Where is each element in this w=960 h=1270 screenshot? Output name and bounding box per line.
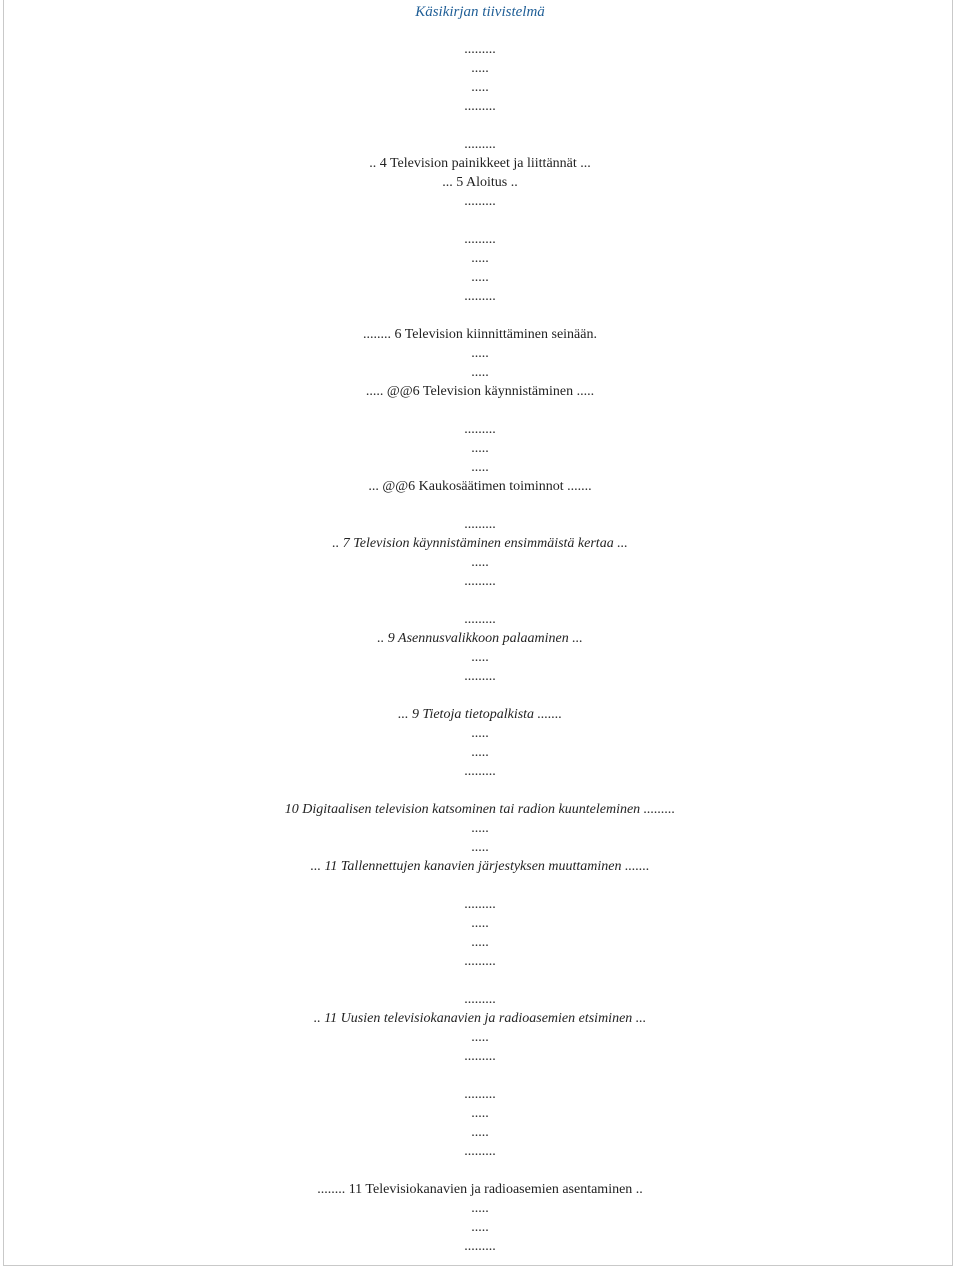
document-title: Käsikirjan tiivistelmä (415, 4, 545, 20)
toc-line[interactable]: .. 11 Uusien televisiokanavien ja radioasemien etsiminen ... (313, 1011, 647, 1026)
toc-line[interactable]: ......... (464, 1049, 496, 1064)
toc-line[interactable]: ..... (471, 441, 489, 456)
toc-line[interactable]: ......... (464, 137, 496, 152)
toc-line[interactable]: .. 7 Television käynnistäminen ensimmäistä kertaa ... (332, 536, 628, 551)
toc-line[interactable]: 10 Digitaalisen television katsominen tai radion kuunteleminen ......... (284, 802, 676, 817)
toc-line[interactable]: ..... (471, 251, 489, 266)
toc-line[interactable]: ..... (471, 726, 489, 741)
toc-line[interactable]: .. 4 Television painikkeet ja liittännät ... (369, 156, 591, 171)
toc-line[interactable]: ..... (471, 840, 489, 855)
toc-line[interactable]: ......... (464, 992, 496, 1007)
toc-line[interactable]: ......... (464, 954, 496, 969)
toc-line[interactable]: ......... (464, 1239, 496, 1254)
toc-line[interactable]: ..... (471, 1030, 489, 1045)
toc-line[interactable]: ......... (464, 612, 496, 627)
toc-line[interactable]: ........ 6 Television kiinnittäminen seinään. (362, 327, 597, 342)
toc-line[interactable]: ......... (464, 764, 496, 779)
toc-line[interactable]: ......... (464, 574, 496, 589)
toc-line[interactable]: ......... (464, 42, 496, 57)
toc-spacer (0, 1161, 960, 1180)
toc-line[interactable]: ......... (464, 897, 496, 912)
toc-line[interactable]: ..... (471, 365, 489, 380)
toc-line[interactable]: ... 9 Tietoja tietopalkista ....... (397, 707, 563, 722)
table-of-contents (0, 40, 960, 1256)
toc-line[interactable]: ... @@6 Kaukosäätimen toiminnot ....... (368, 479, 592, 494)
toc-spacer (0, 401, 960, 420)
toc-spacer (0, 971, 960, 990)
toc-spacer (0, 591, 960, 610)
toc-line[interactable]: ......... (464, 669, 496, 684)
toc-spacer (0, 306, 960, 325)
toc-line[interactable]: ......... (464, 1087, 496, 1102)
toc-line[interactable]: ... 11 Tallennettujen kanavien järjestyksen muuttaminen ....... (310, 859, 650, 874)
toc-line[interactable]: ......... (464, 194, 496, 209)
toc-line[interactable]: ..... (471, 555, 489, 570)
toc-spacer (0, 876, 960, 895)
toc-line[interactable]: ..... (471, 1106, 489, 1121)
toc-line[interactable]: ..... (471, 1125, 489, 1140)
toc-line[interactable]: ..... (471, 346, 489, 361)
toc-spacer (0, 781, 960, 800)
toc-line[interactable]: ..... (471, 916, 489, 931)
toc-spacer (0, 686, 960, 705)
toc-spacer (0, 1066, 960, 1085)
toc-line[interactable]: ..... (471, 935, 489, 950)
toc-line[interactable]: ......... (464, 517, 496, 532)
toc-spacer (0, 211, 960, 230)
toc-line[interactable]: ......... (464, 289, 496, 304)
toc-line[interactable]: ... 5 Aloitus .. (442, 175, 518, 190)
toc-line[interactable]: ......... (464, 1144, 496, 1159)
toc-line[interactable]: ..... (471, 80, 489, 95)
toc-line[interactable]: ..... @@6 Television käynnistäminen ..... (365, 384, 595, 399)
toc-spacer (0, 496, 960, 515)
toc-line[interactable]: ..... (471, 1201, 489, 1216)
toc-line[interactable]: ..... (471, 61, 489, 76)
toc-line[interactable]: ..... (471, 650, 489, 665)
toc-line[interactable]: ..... (471, 270, 489, 285)
toc-line[interactable]: ..... (471, 821, 489, 836)
toc-line[interactable]: ..... (471, 460, 489, 475)
toc-line[interactable]: ......... (464, 99, 496, 114)
toc-line[interactable]: ......... (464, 232, 496, 247)
toc-line[interactable]: ..... (471, 1220, 489, 1235)
toc-line[interactable]: .. 9 Asennusvalikkoon palaaminen ... (377, 631, 583, 646)
toc-line[interactable]: ........ 11 Televisiokanavien ja radioasemien asentaminen .. (317, 1182, 643, 1197)
toc-spacer (0, 116, 960, 135)
toc-line[interactable]: ..... (471, 745, 489, 760)
toc-line[interactable]: ......... (464, 422, 496, 437)
